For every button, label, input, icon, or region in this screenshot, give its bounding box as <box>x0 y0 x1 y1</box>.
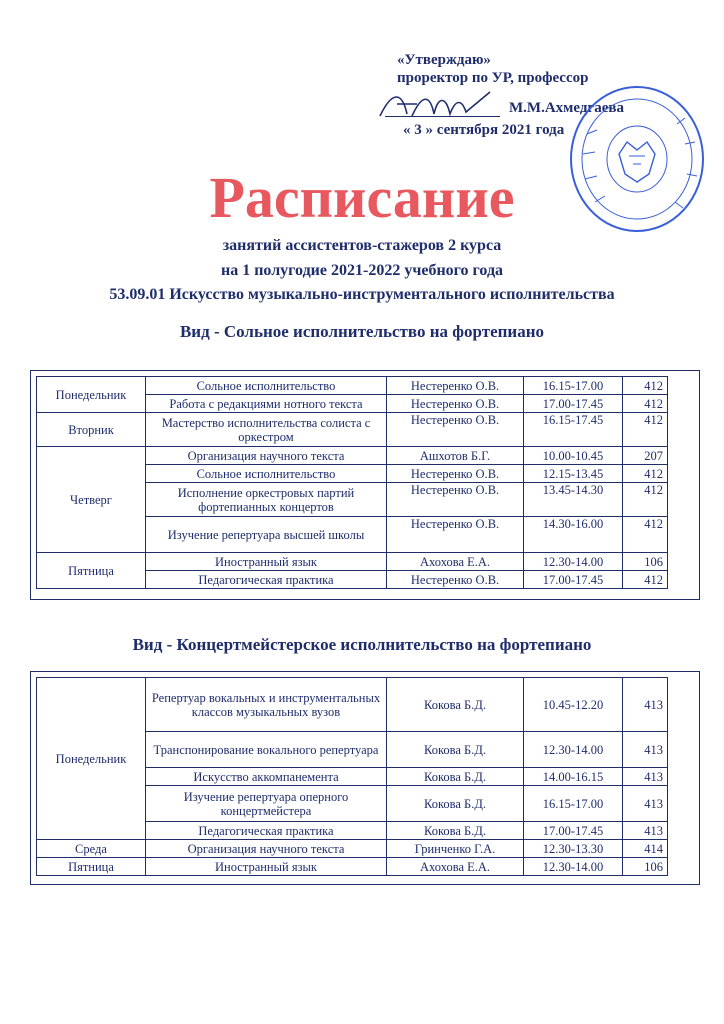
subject-cell: Мастерство исполнительства солиста с оркестром <box>146 413 387 447</box>
table-row <box>37 858 668 876</box>
subject-cell: Репертуар вокальных и инструментальных классов музыкальных вузов <box>146 678 387 732</box>
subject-cell: Иностранный язык <box>146 553 387 571</box>
time-cell: 12.30-13.30 <box>524 840 623 858</box>
day-cell: Среда <box>37 840 146 858</box>
teacher-cell: Нестеренко О.В. <box>387 377 524 395</box>
time-cell: 12.30-14.00 <box>524 553 623 571</box>
teacher-cell: Нестеренко О.В. <box>387 465 524 483</box>
teacher-cell: Нестеренко О.В. <box>387 517 524 553</box>
time-cell: 14.00-16.15 <box>524 768 623 786</box>
time-cell: 12.30-14.00 <box>524 732 623 768</box>
signature-image <box>372 86 502 126</box>
room-cell: 106 <box>623 858 668 876</box>
approval-name: М.М.Ахмедгаева <box>509 100 624 116</box>
teacher-cell: Кокова Б.Д. <box>387 678 524 732</box>
subtitle-line-3: 53.09.01 Искусство музыкально-инструментального исполнительства <box>109 286 615 303</box>
subject-cell: Исполнение оркестровых партий фортепианных концертов <box>146 483 387 517</box>
day-cell: Понедельник <box>37 377 146 413</box>
teacher-cell: Ахохова Е.А. <box>387 553 524 571</box>
subject-cell: Изучение репертуара оперного концертмейстера <box>146 786 387 822</box>
subject-cell: Работа с редакциями нотного текста <box>146 395 387 413</box>
table-row <box>37 840 668 858</box>
room-cell: 413 <box>623 822 668 840</box>
teacher-cell: Кокова Б.Д. <box>387 822 524 840</box>
subject-cell: Сольное исполнительство <box>146 465 387 483</box>
teacher-cell: Ашхотов Б.Г. <box>387 447 524 465</box>
day-cell: Понедельник <box>37 678 146 840</box>
time-cell: 10.00-10.45 <box>524 447 623 465</box>
day-cell: Пятница <box>37 553 146 589</box>
subject-cell: Организация научного текста <box>146 840 387 858</box>
table-row <box>37 413 668 447</box>
room-cell: 412 <box>623 395 668 413</box>
room-cell: 106 <box>623 553 668 571</box>
room-cell: 412 <box>623 571 668 589</box>
time-cell: 17.00-17.45 <box>524 571 623 589</box>
room-cell: 414 <box>623 840 668 858</box>
subject-cell: Изучение репертуара высшей школы <box>146 517 387 553</box>
teacher-cell: Нестеренко О.В. <box>387 483 524 517</box>
approval-position: проректор по УР, профессор <box>397 70 589 86</box>
day-cell: Пятница <box>37 858 146 876</box>
table-row <box>37 447 668 465</box>
section1-heading: Вид - Сольное исполнительство на фортепиано <box>179 322 545 341</box>
teacher-cell: Нестеренко О.В. <box>387 413 524 447</box>
room-cell: 207 <box>623 447 668 465</box>
time-cell: 16.15-17.00 <box>524 377 623 395</box>
table-row <box>37 678 668 732</box>
page-title: Расписание <box>209 165 515 230</box>
subject-cell: Искусство аккомпанемента <box>146 768 387 786</box>
time-cell: 13.45-14.30 <box>524 483 623 517</box>
room-cell: 413 <box>623 678 668 732</box>
teacher-cell: Кокова Б.Д. <box>387 768 524 786</box>
approval-date: « 3 » сентября 2021 года <box>403 122 565 138</box>
teacher-cell: Гринченко Г.А. <box>387 840 524 858</box>
time-cell: 14.30-16.00 <box>524 517 623 553</box>
teacher-cell: Кокова Б.Д. <box>387 732 524 768</box>
subtitle-line-2: на 1 полугодие 2021-2022 учебного года <box>220 262 504 279</box>
time-cell: 12.30-14.00 <box>524 858 623 876</box>
time-cell: 17.00-17.45 <box>524 395 623 413</box>
teacher-cell: Ахохова Е.А. <box>387 858 524 876</box>
room-cell: 412 <box>623 413 668 447</box>
time-cell: 16.15-17.00 <box>524 786 623 822</box>
room-cell: 413 <box>623 732 668 768</box>
schedule-table-accompaniment <box>36 677 668 876</box>
teacher-cell: Кокова Б.Д. <box>387 786 524 822</box>
subtitle-line-1: занятий ассистентов-стажеров 2 курса <box>222 237 502 254</box>
subject-cell: Педагогическая практика <box>146 571 387 589</box>
room-cell: 412 <box>623 377 668 395</box>
day-cell: Вторник <box>37 413 146 447</box>
subject-cell: Иностранный язык <box>146 858 387 876</box>
room-cell: 413 <box>623 768 668 786</box>
subject-cell: Организация научного текста <box>146 447 387 465</box>
day-cell: Четверг <box>37 447 146 553</box>
room-cell: 412 <box>623 465 668 483</box>
teacher-cell: Нестеренко О.В. <box>387 395 524 413</box>
room-cell: 412 <box>623 483 668 517</box>
teacher-cell: Нестеренко О.В. <box>387 571 524 589</box>
room-cell: 412 <box>623 517 668 553</box>
subject-cell: Педагогическая практика <box>146 822 387 840</box>
time-cell: 12.15-13.45 <box>524 465 623 483</box>
subject-cell: Сольное исполнительство <box>146 377 387 395</box>
section2-heading: Вид - Концертмейстерское исполнительство на фортепиано <box>132 635 592 654</box>
table-row <box>37 377 668 395</box>
time-cell: 10.45-12.20 <box>524 678 623 732</box>
schedule-table-solo <box>36 376 668 589</box>
approval-heading: «Утверждаю» <box>397 52 491 68</box>
room-cell: 413 <box>623 786 668 822</box>
time-cell: 16.15-17.45 <box>524 413 623 447</box>
table-row <box>37 553 668 571</box>
subject-cell: Транспонирование вокального репертуара <box>146 732 387 768</box>
time-cell: 17.00-17.45 <box>524 822 623 840</box>
